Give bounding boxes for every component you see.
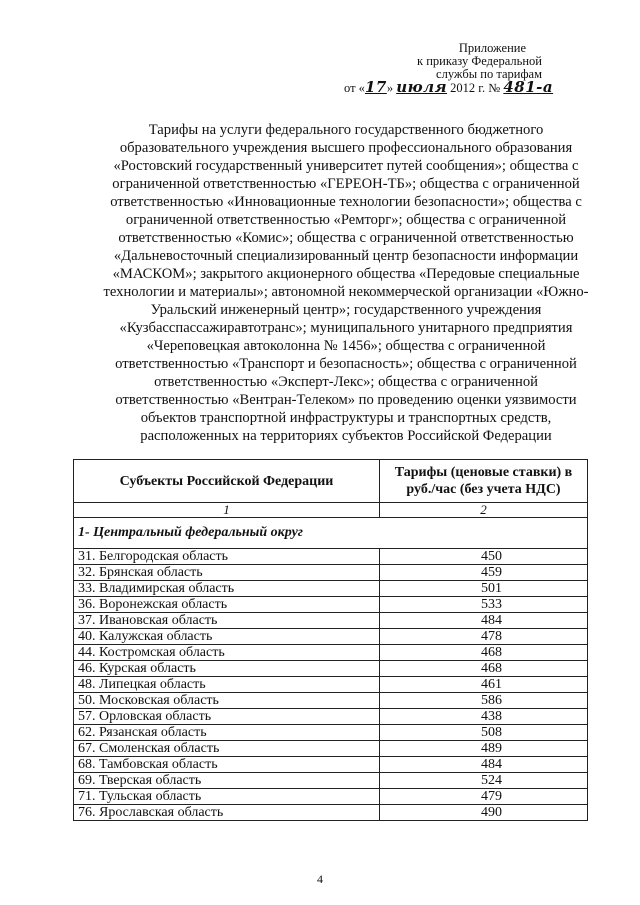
table-row	[74, 645, 588, 661]
tariff-cell: 501	[380, 581, 588, 597]
table-row	[74, 693, 588, 709]
region-cell: 37. Ивановская область	[74, 613, 380, 629]
region-cell: 76. Ярославская область	[74, 805, 380, 821]
table-row	[74, 597, 588, 613]
region-cell: 46. Курская область	[74, 661, 380, 677]
district-row	[74, 518, 588, 549]
tariffs-table	[73, 459, 588, 821]
title-line: ответственностью «Эксперт-Лекс»; общества с ограниченной	[154, 374, 538, 390]
table-row	[74, 613, 588, 629]
table-row	[74, 629, 588, 645]
title-line: технологии и материалы»; автономной некоммерческой организации «Южно-	[103, 284, 589, 300]
document-title	[96, 121, 596, 445]
header-tariffs-line2: руб./час (без учета НДС)	[406, 482, 561, 497]
table-row	[74, 805, 588, 821]
page-number: 4	[317, 872, 323, 886]
title-line: ответственностью «Вентран-Телеком» по проведению оценки уязвимости	[115, 392, 577, 408]
column-number-1: 1	[74, 503, 380, 518]
tariff-cell: 484	[380, 757, 588, 773]
title-line: объектов транспортной инфраструктуры и транспортных средств,	[140, 410, 552, 426]
annex-order-ref: к приказу Федеральной	[417, 54, 542, 68]
table-row	[74, 757, 588, 773]
header-tariffs-line1: Тарифы (ценовые ставки) в	[394, 465, 573, 480]
region-cell: 32. Брянская область	[74, 565, 380, 581]
title-line: «Ростовский государственный университет путей сообщения»; общества с	[113, 158, 579, 174]
table-row	[74, 725, 588, 741]
table-row	[74, 677, 588, 693]
title-line: ограниченной ответственностью «ГЕРЕОН-ТБ»; общества с ограниченной	[112, 176, 580, 192]
table-row	[74, 741, 588, 757]
title-line: образовательного учреждения высшего профессионального образования	[119, 140, 573, 156]
tariff-cell: 438	[380, 709, 588, 725]
tariff-cell: 524	[380, 773, 588, 789]
title-line: ответственностью «Инновационные технологии безопасности»; общества с	[110, 194, 582, 210]
table-row	[74, 565, 588, 581]
region-cell: 48. Липецкая область	[74, 677, 380, 693]
title-line: «МАСКОМ»; закрытого акционерного общества «Передовые специальные	[112, 266, 580, 282]
tariff-cell: 450	[380, 549, 588, 565]
title-line: Уральский инженерный центр»; государственного учреждения	[150, 302, 542, 318]
tariff-cell: 468	[380, 645, 588, 661]
region-cell: 36. Воронежская область	[74, 597, 380, 613]
table-row	[74, 709, 588, 725]
region-cell: 33. Владимирская область	[74, 581, 380, 597]
handwritten-day: 17	[364, 78, 387, 96]
region-cell: 57. Орловская область	[74, 709, 380, 725]
region-cell: 67. Смоленская область	[74, 741, 380, 757]
title-line: «Дальневосточный специализированный центр безопасности информации	[113, 248, 579, 264]
tariff-cell: 508	[380, 725, 588, 741]
table-row	[74, 549, 588, 565]
region-cell: 62. Рязанская область	[74, 725, 380, 741]
tariff-cell: 489	[380, 741, 588, 757]
region-cell: 71. Тульская область	[74, 789, 380, 805]
region-cell: 68. Тамбовская область	[74, 757, 380, 773]
region-cell: 69. Тверская область	[74, 773, 380, 789]
date-prefix: от «	[344, 81, 365, 95]
title-line: Тарифы на услуги федерального государственного бюджетного	[148, 122, 544, 138]
table-row	[74, 789, 588, 805]
tariff-cell: 533	[380, 597, 588, 613]
date-year: 2012 г. №	[450, 81, 501, 95]
header-subjects: Субъекты Российской Федерации	[74, 460, 380, 503]
title-line: ответственностью «Комис»; общества с ограниченной ответственностью	[118, 230, 574, 246]
tariff-cell: 586	[380, 693, 588, 709]
column-number-2: 2	[380, 503, 588, 518]
region-cell: 50. Московская область	[74, 693, 380, 709]
column-number-row	[74, 503, 588, 518]
header-tariffs	[380, 460, 588, 503]
title-line: ограниченной ответственностью «Ремторг»; общества с ограниченной	[125, 212, 567, 228]
table-row	[74, 773, 588, 789]
handwritten-month: июля	[396, 78, 448, 96]
tariff-cell: 468	[380, 661, 588, 677]
tariff-cell: 484	[380, 613, 588, 629]
title-line: «Кузбасспассажиравтотранс»; муниципального унитарного предприятия	[119, 320, 573, 336]
annex-date-line	[344, 78, 554, 96]
table-row	[74, 581, 588, 597]
tariff-cell: 459	[380, 565, 588, 581]
annex-service-ref: службы по тарифам	[436, 67, 542, 81]
tariff-cell: 478	[380, 629, 588, 645]
tariff-cell: 461	[380, 677, 588, 693]
title-line: «Череповецкая автоколонна № 1456»; общества с ограниченной	[146, 338, 546, 354]
annex-title: Приложение	[458, 41, 526, 55]
region-cell: 40. Калужская область	[74, 629, 380, 645]
annex-header	[344, 41, 554, 96]
title-line: ответственностью «Транспорт и безопасность»; общества с ограниченной	[115, 356, 577, 372]
table-row	[74, 661, 588, 677]
title-line: расположенных на территориях субъектов Российской Федерации	[140, 428, 552, 444]
region-cell: 44. Костромская область	[74, 645, 380, 661]
tariff-cell: 479	[380, 789, 588, 805]
tariff-cell: 490	[380, 805, 588, 821]
region-cell: 31. Белгородская область	[74, 549, 380, 565]
date-mid: »	[386, 81, 394, 95]
district-name: 1- Центральный федеральный округ	[74, 518, 588, 549]
handwritten-number: 481-а	[503, 78, 554, 96]
